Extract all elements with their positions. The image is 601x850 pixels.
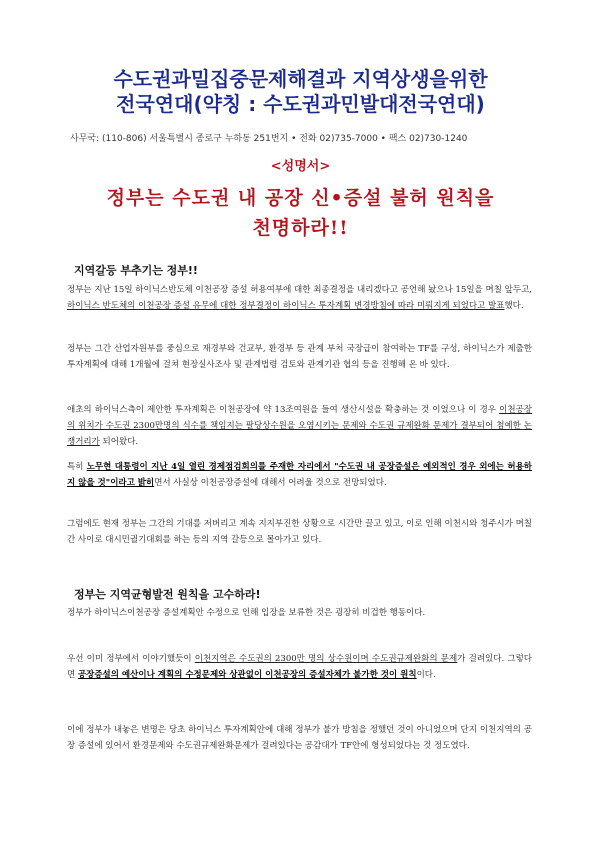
headline-line1: 정부는 수도권 내 공장 신•증설 불허 원칙을	[106, 187, 495, 209]
section2-paragraph-2: 우선 이미 정부에서 이야기했듯이 이천지역은 수도권의 2300만 명의 상수원이며 수도권규제완화의 문제가 걸려있다. 그렇다면 공장증설의 예산이나 계획의 수정문제와 상관없이 이천공장의 증설자체가 불가한 것이 원칙이다.	[67, 654, 533, 680]
section2-title: 정부는 지역균형발전 원칙을 고수하라!	[74, 588, 261, 601]
section2-paragraph-3: 이에 정부가 내놓은 변명은 당초 하이닉스 투자계획안에 대해 정부가 불가 방침을 정했던 것이 아니었으며 단지 이천지역의 공장 증설에 있어서 환경문제와 수도권규제완화문제가 걸려있다는 공감대가 TF안에 형성되었다는 것 정도였다.	[67, 725, 532, 751]
section1-paragraph-2: 정부는 그간 산업자원부를 중심으로 재경부와 건교부, 환경부 등 관계 부처 국장급이 참여하는 TF를 구성, 하이닉스가 제출한 투자계획에 대해 1개월에 걸쳐 현장실사조사 및 관계법령 검토와 관계기관 협의 등을 진행해 온 바 있다.	[67, 344, 532, 370]
section1-title: 지역갈등 부추기는 정부!!	[74, 264, 198, 277]
org-title-line1: 수도권과밀집중문제해결과 지역상생을위한	[113, 67, 488, 91]
section1-paragraph-1: 정부는 지난 15일 하이닉스반도체 이천공장 증설 허용여부에 대한 최종결정을 내리겠다고 공언해 놨으나 15일을 며칠 앞두고, 하이닉스 반도체의 이천공장 증설 유무에 대한 정부결정이 하이닉스 투자계획 변경방침에 따라 미뤄지게 되었다고 발표했다.	[67, 285, 532, 311]
headline-line2: 천명하라!!	[252, 217, 349, 239]
section1-paragraph-4: 특히 노무현 대통령이 지난 4일 열린 경제점검회의를 주재한 자리에서 "수도권 내 공장증설은 예외적인 경우 외에는 허용하지 않을 것"이라고 밝히면서 사실상 이천공장증설에 대해서 어려울 것으로 전망되었다.	[67, 462, 532, 488]
section2-paragraph-1: 정부가 하이닉스이천공장 증설계획안 수정으로 인해 입장을 보류한 것은 굉장히 비겁한 행동이다.	[67, 608, 426, 618]
contact-info: 사무국: (110-806) 서울특별시 종로구 누하동 251번지 • 전화 02)735-7000 • 팩스 02)730-1240	[70, 134, 468, 144]
section1-paragraph-3: 애초의 하이닉스측이 제안한 투자계획은 이천공장에 약 13조여원을 들여 생산시설을 확충하는 것 이었으나 이 경우 이천공장의 위치가 수도권 2300만명의 식수를 책임지는 팔당상수원을 오염시키는 문제와 수도권 규제완화 문제가 결부되어 첨예한 논쟁거리가 되어왔다.	[67, 405, 532, 447]
section1-paragraph-5: 그럼에도 현재 정부는 그간의 기대를 저버리고 계속 지지부진한 상황으로 시간만 끌고 있고, 이로 인해 이천시와 청주시가 며칠 간 사이로 대시민궐기대회를 하는 등의 지역 갈등으로 몰아가고 있다.	[67, 519, 532, 545]
statement-label: <성명서>	[270, 159, 331, 174]
org-title-line2: 전국연대(약칭 : 수도권과민발대전국연대)	[116, 92, 485, 116]
